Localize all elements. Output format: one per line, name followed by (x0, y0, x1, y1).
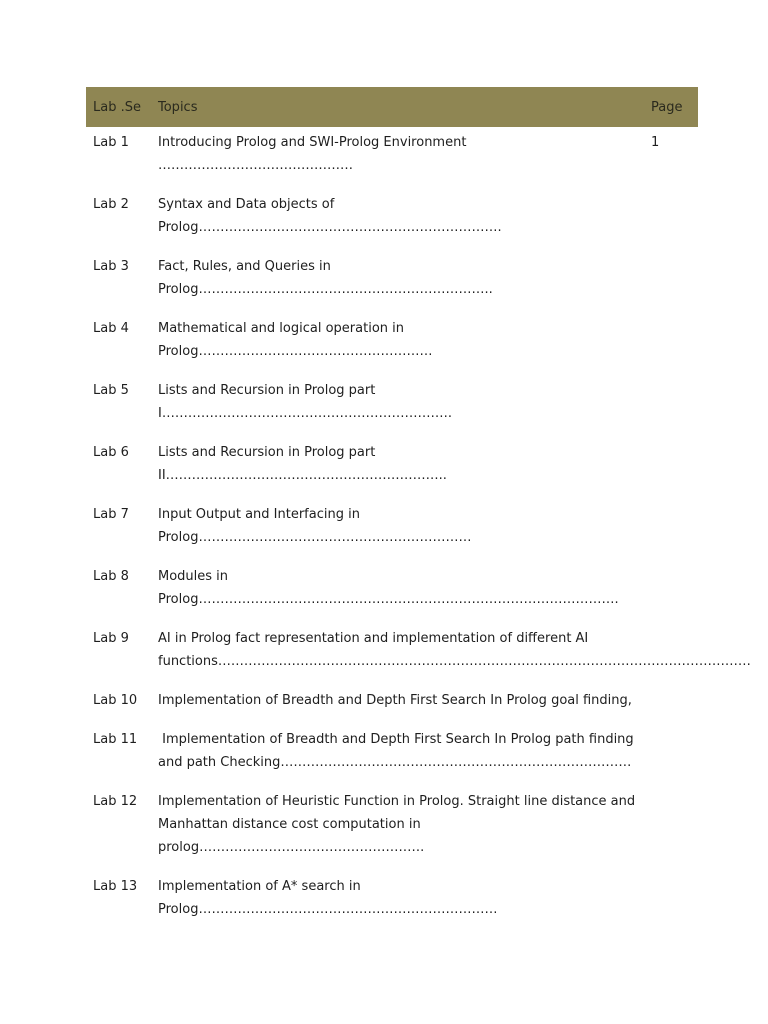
toc-row-lab-10 (86, 689, 698, 712)
lab-number: Lab 5 (93, 383, 129, 398)
lab-topic: Introducing Prolog and SWI-Prolog Environment ……………………………………… (158, 135, 471, 173)
lab-page (648, 689, 698, 712)
lab-number: Lab 4 (93, 321, 129, 336)
toc-row-lab-6 (86, 441, 698, 487)
lab-topic: Mathematical and logical operation in Prolog……………………………………………… (158, 321, 433, 359)
toc-row-lab-4 (86, 317, 698, 363)
lab-topic: Syntax and Data objects of Prolog……………………………………………………………. (158, 197, 502, 235)
lab-page (648, 875, 698, 921)
lab-topic: AI in Prolog fact representation and implementation of different AI functions…………………………………………………………………………………………………………… (158, 631, 751, 669)
toc-row-lab-13 (86, 875, 698, 921)
lab-number: Lab 6 (93, 445, 129, 460)
header-lab-se: Lab .Se (93, 99, 141, 115)
lab-number: Lab 8 (93, 569, 129, 584)
toc-row-lab-9 (86, 627, 751, 673)
lab-page (648, 790, 698, 859)
table-of-contents (86, 87, 751, 921)
toc-header-row (86, 87, 698, 127)
lab-topic: Implementation of Heuristic Function in Prolog. Straight line distance and Manhattan distance cost computation in prolog……………………………………………. (158, 794, 640, 855)
toc-row-lab-5 (86, 379, 698, 425)
lab-page (648, 627, 698, 673)
lab-topic: Lists and Recursion in Prolog part II……………………………………………………….. (158, 445, 447, 483)
toc-row-lab-2 (86, 193, 698, 239)
lab-page (648, 317, 698, 363)
toc-row-lab-1 (86, 131, 698, 177)
lab-topic: Lists and Recursion in Prolog part I…………………………………………………………. (158, 383, 452, 421)
toc-row-lab-7 (86, 503, 698, 549)
lab-page (648, 728, 698, 774)
toc-row-lab-8 (86, 565, 698, 611)
lab-number: Lab 10 (93, 693, 138, 708)
lab-topic: Fact, Rules, and Queries in Prolog………………………………………………………….. (158, 259, 493, 297)
lab-topic: Modules in Prolog……………………………………………………………………………………. (158, 569, 619, 607)
lab-page (648, 503, 698, 549)
lab-number: Lab 9 (93, 631, 129, 646)
lab-number: Lab 2 (93, 197, 129, 212)
lab-page (648, 441, 698, 487)
lab-page (648, 193, 698, 239)
lab-number: Lab 13 (93, 879, 138, 894)
lab-number: Lab 1 (93, 135, 129, 150)
lab-page: 1 (651, 135, 660, 150)
lab-topic: Implementation of Breadth and Depth First Search In Prolog goal finding, (158, 693, 632, 708)
header-page: Page (651, 99, 683, 115)
header-topics: Topics (158, 99, 198, 115)
toc-row-lab-12 (86, 790, 698, 859)
lab-topic: Input Output and Interfacing in Prolog……………………………………………………… (158, 507, 472, 545)
lab-number: Lab 11 (93, 732, 138, 747)
lab-page (648, 565, 698, 611)
lab-page (648, 255, 698, 301)
lab-number: Lab 7 (93, 507, 129, 522)
toc-row-lab-11 (86, 728, 698, 774)
toc-row-lab-3 (86, 255, 698, 301)
lab-topic: Implementation of A* search in Prolog…………………………………………………………… (158, 879, 498, 917)
lab-number: Lab 12 (93, 794, 138, 809)
lab-topic: Implementation of Breadth and Depth First Search In Prolog path finding and path Checking……………………………………………………………………… (158, 732, 638, 770)
lab-page (648, 379, 698, 425)
lab-number: Lab 3 (93, 259, 129, 274)
